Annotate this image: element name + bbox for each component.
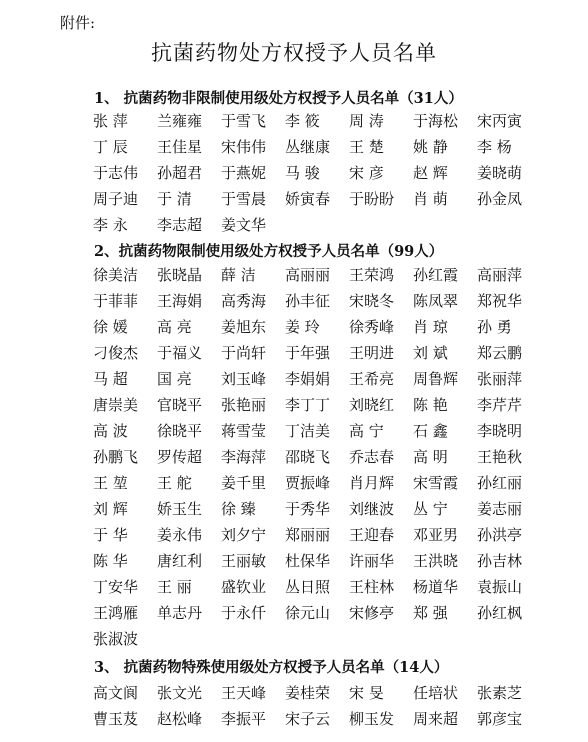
person-name: 郭彦宝 <box>477 710 523 728</box>
person-name: 宋修亭 <box>349 604 395 622</box>
person-name: 王佳星 <box>157 138 203 156</box>
person-name: 兰雍雍 <box>157 112 203 130</box>
person-name: 孙鹏飞 <box>93 448 139 466</box>
person-name: 高 波 <box>93 422 128 440</box>
person-name: 于志伟 <box>93 164 139 182</box>
person-name: 王柱林 <box>349 578 395 596</box>
person-name: 姜永伟 <box>157 526 203 544</box>
person-name: 丛 宁 <box>413 500 448 518</box>
person-name: 刁俊杰 <box>93 344 139 362</box>
person-name: 于尚轩 <box>221 344 267 362</box>
person-name: 李晓明 <box>477 422 523 440</box>
person-name: 陈 艳 <box>413 396 448 414</box>
person-name: 王 舵 <box>157 474 192 492</box>
person-name: 肖 萌 <box>413 190 448 208</box>
person-name: 刘 斌 <box>413 344 448 362</box>
person-name: 宋 旻 <box>349 684 384 702</box>
person-name: 宋 彦 <box>349 164 384 182</box>
person-name: 于海松 <box>413 112 459 130</box>
person-name: 丁 辰 <box>93 138 128 156</box>
person-name: 于菲菲 <box>93 292 139 310</box>
person-name: 宋伟伟 <box>221 138 267 156</box>
person-name: 周来超 <box>413 710 459 728</box>
person-name: 宋晓冬 <box>349 292 395 310</box>
person-name: 周 涛 <box>349 112 384 130</box>
person-name: 李志超 <box>157 216 203 234</box>
person-name: 高文阆 <box>93 684 139 702</box>
person-name: 徐美洁 <box>93 266 139 284</box>
person-name: 徐 媛 <box>93 318 128 336</box>
section-heading-restricted: 2、抗菌药物限制使用级处方权授予人员名单（99人） <box>94 243 444 260</box>
person-name: 李芹芹 <box>477 396 523 414</box>
person-name: 姜千里 <box>221 474 267 492</box>
person-name: 贾振峰 <box>285 474 331 492</box>
person-name: 高秀海 <box>221 292 267 310</box>
person-name: 王天峰 <box>221 684 267 702</box>
person-name: 肖 琼 <box>413 318 448 336</box>
person-name: 赵松峰 <box>157 710 203 728</box>
person-name: 于福义 <box>157 344 203 362</box>
person-name: 张素芝 <box>477 684 523 702</box>
name-list-special <box>93 680 541 732</box>
person-name: 邓亚男 <box>413 526 459 544</box>
person-name: 于永仟 <box>221 604 267 622</box>
person-name: 王艳秋 <box>477 448 523 466</box>
person-name: 徐 臻 <box>221 500 256 518</box>
person-name: 王荣鸿 <box>349 266 395 284</box>
person-name: 张丽萍 <box>477 370 523 388</box>
person-name: 官晓平 <box>157 396 203 414</box>
person-name: 丛继康 <box>285 138 331 156</box>
person-name: 李丁丁 <box>285 396 331 414</box>
person-name: 孙超君 <box>157 164 203 182</box>
section-heading-unrestricted: 1、 抗菌药物非限制使用级处方权授予人员名单（31人） <box>94 90 463 107</box>
document-title: 抗菌药物处方权授予人员名单 <box>151 41 437 65</box>
person-name: 郑丽丽 <box>285 526 331 544</box>
person-name: 李振平 <box>221 710 267 728</box>
person-name: 赵 辉 <box>413 164 448 182</box>
person-name: 王海娟 <box>157 292 203 310</box>
person-name: 孙洪亭 <box>477 526 523 544</box>
person-name: 王迎春 <box>349 526 395 544</box>
person-name: 张文光 <box>157 684 203 702</box>
person-name: 姜文华 <box>221 216 267 234</box>
person-name: 任培状 <box>413 684 459 702</box>
person-name: 郑祝华 <box>477 292 523 310</box>
person-name: 郑云鹏 <box>477 344 523 362</box>
person-name: 高丽丽 <box>285 266 331 284</box>
person-name: 孙红枫 <box>477 604 523 622</box>
person-name: 郑 强 <box>413 604 448 622</box>
person-name: 徐晓平 <box>157 422 203 440</box>
person-name: 张 萍 <box>93 112 128 130</box>
person-name: 张晓晶 <box>157 266 203 284</box>
person-name: 罗传超 <box>157 448 203 466</box>
person-name: 丁洁美 <box>285 422 331 440</box>
person-name: 宋丙寅 <box>477 112 523 130</box>
person-name: 李 杨 <box>477 138 512 156</box>
person-name: 于盼盼 <box>349 190 395 208</box>
person-name: 曹玉芨 <box>93 710 139 728</box>
person-name: 姜 玲 <box>285 318 320 336</box>
person-name: 刘继波 <box>349 500 395 518</box>
person-name: 高丽萍 <box>477 266 523 284</box>
person-name: 马 骏 <box>285 164 320 182</box>
person-name: 于雪飞 <box>221 112 267 130</box>
person-name: 高 明 <box>413 448 448 466</box>
person-name: 陈 华 <box>93 552 128 570</box>
person-name: 刘夕宁 <box>221 526 267 544</box>
person-name: 宋雪霞 <box>413 474 459 492</box>
person-name: 孙红丽 <box>477 474 523 492</box>
person-name: 王丽敏 <box>221 552 267 570</box>
person-name: 唐崇美 <box>93 396 139 414</box>
person-name: 宋子云 <box>285 710 331 728</box>
person-name: 薛 洁 <box>221 266 256 284</box>
person-name: 王鸿雁 <box>93 604 139 622</box>
person-name: 娇寅春 <box>285 190 331 208</box>
person-name: 张淑波 <box>93 630 139 648</box>
person-name: 丁安华 <box>93 578 139 596</box>
person-name: 徐秀峰 <box>349 318 395 336</box>
person-name: 孙 勇 <box>477 318 512 336</box>
person-name: 于秀华 <box>285 500 331 518</box>
person-name: 孙吉林 <box>477 552 523 570</box>
person-name: 柳玉发 <box>349 710 395 728</box>
person-name: 孙金凤 <box>477 190 523 208</box>
person-name: 于年强 <box>285 344 331 362</box>
person-name: 姜志丽 <box>477 500 523 518</box>
person-name: 盛钦业 <box>221 578 267 596</box>
person-name: 乔志春 <box>349 448 395 466</box>
person-name: 于 清 <box>157 190 192 208</box>
person-name: 王希亮 <box>349 370 395 388</box>
person-name: 刘玉峰 <box>221 370 267 388</box>
person-name: 李海萍 <box>221 448 267 466</box>
person-name: 孙红霞 <box>413 266 459 284</box>
section-heading-special: 3、 抗菌药物特殊使用级处方权授予人员名单（14人） <box>94 659 449 676</box>
person-name: 李娟娟 <box>285 370 331 388</box>
person-name: 于燕妮 <box>221 164 267 182</box>
person-name: 刘晓红 <box>349 396 395 414</box>
person-name: 陈凤翠 <box>413 292 459 310</box>
person-name: 高 宁 <box>349 422 384 440</box>
person-name: 袁振山 <box>477 578 523 596</box>
person-name: 于 华 <box>93 526 128 544</box>
person-name: 姜晓萌 <box>477 164 523 182</box>
name-list-restricted <box>93 262 541 652</box>
person-name: 张艳丽 <box>221 396 267 414</box>
person-name: 蒋雪莹 <box>221 422 267 440</box>
person-name: 唐红利 <box>157 552 203 570</box>
person-name: 马 超 <box>93 370 128 388</box>
person-name: 周鲁辉 <box>413 370 459 388</box>
person-name: 杜保华 <box>285 552 331 570</box>
name-list-unrestricted <box>93 108 541 238</box>
person-name: 李 筱 <box>285 112 320 130</box>
person-name: 石 鑫 <box>413 422 448 440</box>
person-name: 邵晓飞 <box>285 448 331 466</box>
attachment-label: 附件: <box>60 14 96 32</box>
person-name: 姜旭东 <box>221 318 267 336</box>
person-name: 刘 辉 <box>93 500 128 518</box>
person-name: 王 丽 <box>157 578 192 596</box>
person-name: 于雪晨 <box>221 190 267 208</box>
person-name: 娇玉生 <box>157 500 203 518</box>
person-name: 姜桂荣 <box>285 684 331 702</box>
person-name: 肖月辉 <box>349 474 395 492</box>
person-name: 高 亮 <box>157 318 192 336</box>
person-name: 杨道华 <box>413 578 459 596</box>
person-name: 姚 静 <box>413 138 448 156</box>
person-name: 李 永 <box>93 216 128 234</box>
person-name: 周子迪 <box>93 190 139 208</box>
person-name: 单志丹 <box>157 604 203 622</box>
person-name: 王洪晓 <box>413 552 459 570</box>
person-name: 王 楚 <box>349 138 384 156</box>
person-name: 孙丰征 <box>285 292 331 310</box>
person-name: 许丽华 <box>349 552 395 570</box>
person-name: 丛日照 <box>285 578 331 596</box>
person-name: 徐元山 <box>285 604 331 622</box>
person-name: 王明进 <box>349 344 395 362</box>
person-name: 王 堃 <box>93 474 128 492</box>
person-name: 国 亮 <box>157 370 192 388</box>
